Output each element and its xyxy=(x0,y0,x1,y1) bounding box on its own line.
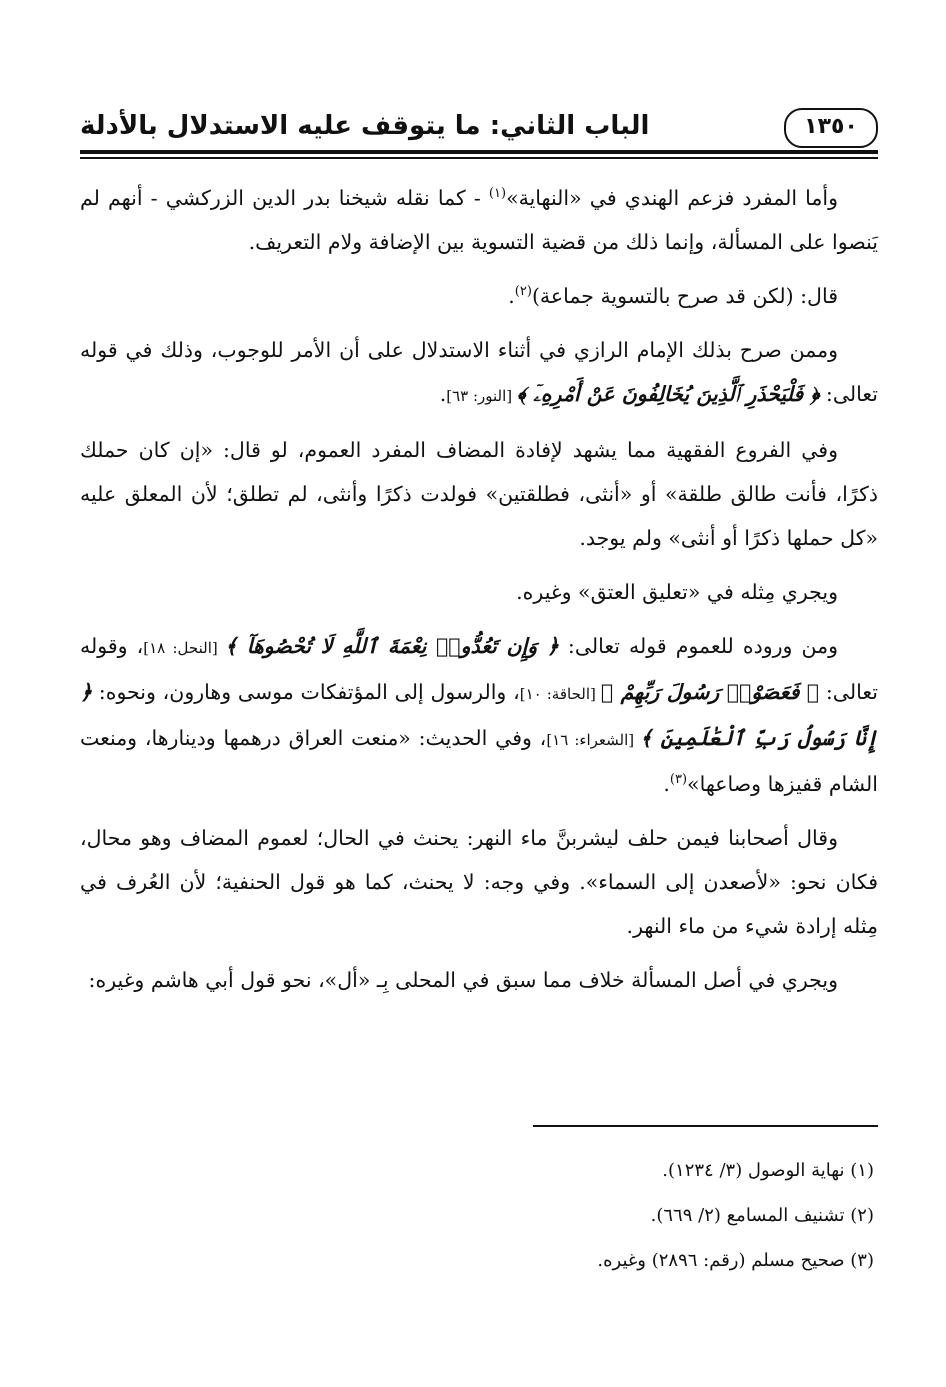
footnote-1: (١) نهاية الوصول (٣/ ١٢٣٤). xyxy=(662,1160,874,1181)
quran-verse-haqqa: ﴿ فَعَصَوْا۟ رَسُولَ رَبِّهِمْ ﴾ xyxy=(600,680,820,704)
footnote-3: (٣) صحيح مسلم (رقم: ٢٨٩٦) وغيره. xyxy=(597,1250,874,1271)
paragraph-1-text-b: - كما نقله شيخنا بدر الدين الزركشي - أنهم لم يَنصوا على المسألة، وإنما ذلك من قضية التسوية بين الإضافة ولام التعريف. xyxy=(80,186,878,254)
paragraph-8: ويجري في أصل المسألة خلاف مما سبق في المحلى بِـ «أل»، نحو قول أبي هاشم وغيره: xyxy=(88,968,838,992)
page-body xyxy=(80,176,878,1012)
paragraph-6-text-b: ، وقوله تعالى: xyxy=(80,634,878,704)
header-rule-thick xyxy=(80,150,878,154)
quran-verse-nahl: ﴿ وَإِن تَعُدُّوا۟ نِعْمَةَ ٱللَّهِ لَا تُحْصُوهَآ ﴾ xyxy=(225,634,559,658)
paragraph-2-text-b: . xyxy=(508,284,515,308)
running-title: الباب الثاني: ما يتوقف عليه الاستدلال بالأدلة xyxy=(80,111,650,141)
paragraph-5: ويجري مِثله في «تعليق العتق» وغيره. xyxy=(516,580,838,604)
page-header xyxy=(80,108,878,152)
footnote-ref-1: (١) xyxy=(488,186,507,202)
footnotes xyxy=(80,1148,874,1283)
paragraph-3-text-a: وممن صرح بذلك الإمام الرازي في أثناء الاستدلال على أن الأمر للوجوب، وذلك في قوله تعالى: xyxy=(80,338,878,406)
footnote-2: (٢) تشنيف المسامع (٢/ ٦٦٩). xyxy=(650,1205,874,1226)
paragraph-3-text-b: . xyxy=(439,382,447,406)
verse-reference-haqqa: [الحاقة: ١٠] xyxy=(519,685,601,703)
paragraph-1-text-a: وأما المفرد فزعم الهندي في «النهاية» xyxy=(506,186,838,210)
paragraph-3 xyxy=(80,328,878,418)
paragraph-1 xyxy=(80,176,878,264)
page-number: ١٣٥٠ xyxy=(784,108,878,148)
paragraph-2-text-a: قال: (لكن قد صرح بالتسوية جماعة) xyxy=(531,284,838,308)
paragraph-6-text-e: . xyxy=(663,772,670,796)
verse-reference-nahl: [النحل: ١٨] xyxy=(143,639,226,657)
paragraph-2 xyxy=(80,274,878,318)
paragraph-4: وفي الفروع الفقهية مما يشهد لإفادة المضاف المفرد العموم، لو قال: «إن كان حملك ذكرًا، فأنت طالق طلقة» أو «أنثى، فطلقتين» فولدت ذكرًا وأنثى، لم تطلق؛ لأن المعلق عليه «كل حملها ذكرًا أو أنثى» ولم يوجد. xyxy=(80,438,878,550)
paragraph-6 xyxy=(80,624,878,806)
footnote-ref-2: (٢) xyxy=(514,284,532,300)
quran-verse-nur: ﴿ فَلْيَحْذَرِ ٱلَّذِينَ يُخَالِفُونَ عَنْ أَمْرِهِۦٓ ﴾ xyxy=(516,382,820,406)
paragraph-6-text-c: ، والرسول إلى المؤتفكات موسى وهارون، ونحوه: xyxy=(92,680,520,704)
header-rule-thin xyxy=(80,157,878,159)
quran-verse-shuara: ﴿ إِنَّا رَسُولُ رَبِّ ٱلْعَٰلَمِينَ ﴾ xyxy=(80,680,879,750)
paragraph-7: وقال أصحابنا فيمن حلف ليشربنَّ ماء النهر: يحنث في الحال؛ لعموم المضاف وهو محال، فكان نحو: «لأصعدن إلى السماء». وفي وجه: لا يحنث، كما هو قول الحنفية؛ لأن العُرف في مِثله إرادة شيء من ماء النهر. xyxy=(80,826,878,938)
paragraph-6-text-a: ومن وروده للعموم قوله تعالى: xyxy=(558,634,838,658)
footnote-ref-3: (٣) xyxy=(669,772,688,788)
verse-reference-shuara: [الشعراء: ١٦] xyxy=(546,731,641,749)
verse-reference-nur: [النور: ٦٣] xyxy=(446,387,517,405)
paragraph-6-text-d: ، وفي الحديث: «منعت العراق درهمها ودينارها، ومنعت الشام قفيزها وصاعها» xyxy=(80,726,878,796)
footnote-separator xyxy=(533,1125,878,1127)
